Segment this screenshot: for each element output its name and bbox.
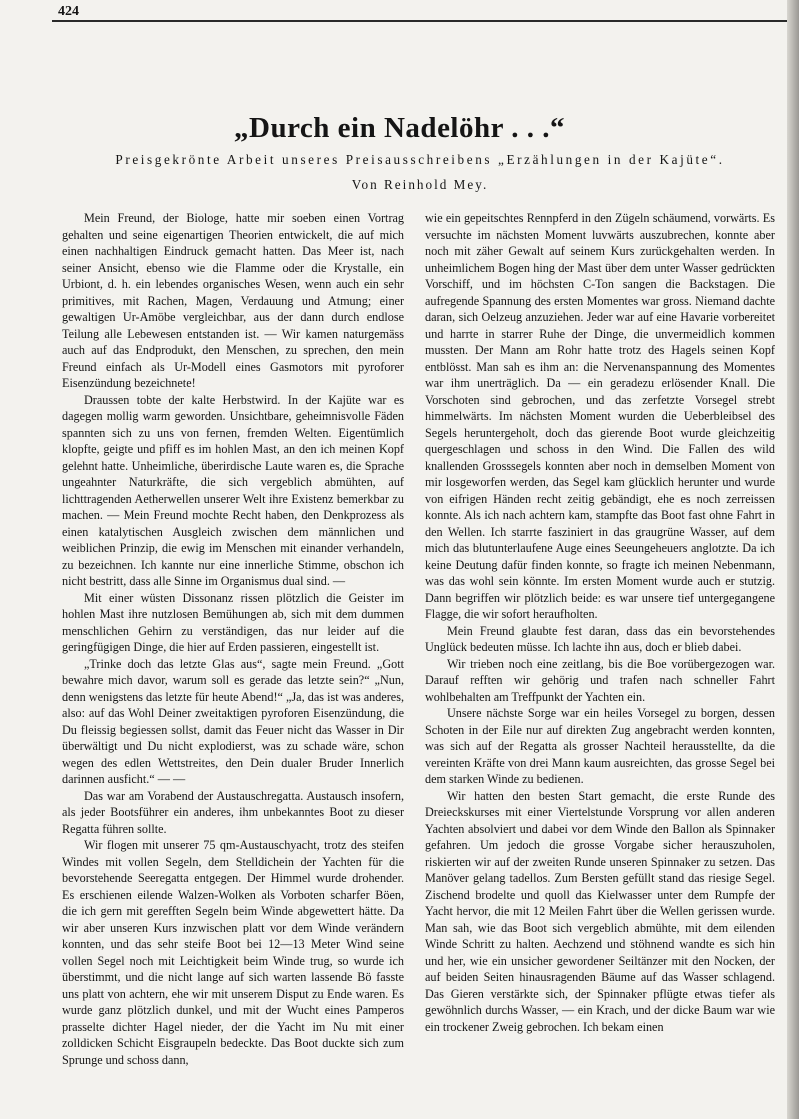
right-column [425, 210, 775, 1040]
page-number: 424 [58, 4, 79, 19]
paragraph: Draussen tobte der kalte Herbstwird. In der Kajüte war es dagegen mollig warm geworden. Unsichtbare, geheimnisvolle Fäden spannten sich zu uns von fernen, fremden Welten. Eigentümlich klopfte, geigte und pfiff es im hohlen Mast, an den ich meinen Kopf gelehnt hatte. Unheimliche, überirdische Laute waren es, die Sprache ungeahnter Naturkräfte, die sich vergeblich abmühten, auf lichttragenden Aetherwellen unserer Welt ihre Existenz bemerkbar zu machen. — Mein Freund mochte Recht haben, den Denkprozess als einen katalytischen Ausgleich zwischen dem männlichen und weiblichen Prinzip, die ewig im Menschen mit einander verhandeln, zu bezeichnen. Ich kannte nur eine innerliche Stimme, obschon ich nicht bestritt, dass alle Sinne im Organismus dual sind. — [62, 392, 404, 588]
page-edge-shadow [787, 0, 799, 1119]
paragraph: wie ein gepeitschtes Rennpferd in den Zügeln schäumend, vorwärts. Es versuchte im nächsten Moment luvwärts auszubrechen, konnte aber noch mit zäher Gewalt auf seinem Kurs zurückgehalten werden. In unheimlichem Bogen hing der Mast über dem unter Wasser gedrückten Vorschiff, und im höchsten C-Ton sangen die Backstagen. Die aufregende Spannung des ersten Momentes war gross. Niemand dachte daran, sich Oelzeug anzuziehen. Jeder war auf eine Havarie vorbereitet und harrte in starrer Ruhe der Dinge, die unvermeidlich kommen mussten. Der Mann am Rohr hatte trotz des Hagels seinen Kopf entblösst. Man sah es ihm an: die Nervenanspannung des Momentes war ihm unerträglich. Da — ein geradezu erlösender Knall. Die Vorschoten sind gebrochen, und das zerfetzte Vorsegel strebt himmelwärts. Im nächsten Moment wurden die Ueberbleibsel des Segels heruntergeholt, doch das gierende Boot wurde gleichzeitig quergeschlagen und schoss in den Wind. Die Fallen des wild knallenden Grosssegels konnten aber noch in demselben Moment von mir losgeworfen werden, das Segel kam glücklich herunter und wurde von eifrigen Händen recht zeitig gebändigt, ehe es noch zerreissen konnte. Als ich nach achtern kam, stampfte das Boot fast ohne Fahrt in den Wellen. Ich starrte fasziniert in das graugrüne Wasser, auf dem mich das blutunterlaufene Auge eines Seeungeheuers anglotzte. Da ich keine Deutung dafür finden konnte, so fragte ich meinen Nebenmann, was das wohl sein könnte. Im ersten Moment wurde auch er stutzig. Dann begriffen wir plötzlich beide: es war unsere tief untergegangene Flagge, die wir sofort heraufholten. [425, 211, 775, 621]
paragraph: Das war am Vorabend der Austauschregatta. Austausch insofern, als jeder Bootsführer ein anderes, ihm unbekanntes Boot zu dieser Regatta führen sollte. [62, 788, 404, 836]
paragraph: Mit einer wüsten Dissonanz rissen plötzlich die Geister im hohlen Mast ihre nutzlosen Bemühungen ab, sich mit dem dummen menschlichen Gehirn zu verständigen, das nur leider auf die geringfügigen Dinge, die hier auf Erden passieren, eingestellt ist. [62, 590, 404, 654]
paragraph: Mein Freund glaubte fest daran, dass das ein bevorstehendes Unglück bedeuten müsse. Ich lachte ihn aus, doch er blieb dabei. [425, 623, 775, 654]
paragraph: Wir hatten den besten Start gemacht, die erste Runde des Dreieckskurses mit einer Viertelstunde Vorsprung vor allen anderen Yachten absolviert und dabei vor dem Winde den Ballon als Spinnaker gefahren. Um jedoch die grosse Vorgabe sicher herauszuholen, riskierten wir auf der zweiten Runde unseren Spinnaker zu setzen. Das Manöver gelang tadellos. Zum Bersten gefüllt stand das riesige Segel. Zischend brodelte und quoll das Kielwasser unter dem Rumpfe der Yacht hervor, die mit 12 Meilen Fahrt über die Wellen gerissen wurde. Man sah, wie das Boot sich vergeblich abmühte, mit dem eilenden Winde Schritt zu halten. Aechzend und stöhnend wandte es sich hin und her, wie ein unsicher gewordener Seiltänzer mit den Nocken, der auf beiden Seiten hinausragenden Bäume auf das Wasser schlagend. Das Gieren verstärkte sich, der Spinnaker pflügte etwas tiefer als gewöhnlich durchs Wasser, — ein Krach, und der dicke Baum war wie ein trockener Zweig gebrochen. Ich bekam einen [425, 788, 775, 1034]
left-column [62, 210, 404, 1068]
paragraph: Wir flogen mit unserer 75 qm-Austauschyacht, trotz des steifen Windes mit vollen Segeln, dem Stelldichein der Yachten für die bevorstehende Seeregatta entgegen. Der Himmel wurde drohender. Es erschienen eilende Walzen-Wolken als Vorboten scharfer Böen, die ich gern mit gerefften Segeln beim Winde abgewettert hätte. Da wir aber unseren Kurs inzwischen platt vor dem Winde verändern konnten, und das sehr steife Boot bei 12—13 Meter Wind seine vollen Segel noch mit Leichtigkeit beim Winde trug, so wurde ich überstimmt, und die nicht lange auf sich warten lassende Bö fasste uns platt von achtern, ehe wir mit unserem Disput zu Ende waren. Es wurde ganz plötzlich dunkel, und mit der Wucht eines Pamperos prasselte dichter Hagel nieder, der die Yacht im Nu mit einer zolldicken Schicht Eisgraupeln bedeckte. Das Boot duckte sich zum Sprunge und schoss dann, [62, 838, 404, 1067]
article-title: „Durch ein Nadelöhr . . .“ [234, 112, 565, 144]
article-subtitle: Preisgekrönte Arbeit unseres Preisausschreibens „Erzählungen in der Kajüte“. [115, 152, 725, 167]
paragraph: Unsere nächste Sorge war ein heiles Vorsegel zu borgen, dessen Schoten in der Eile nur auf direkten Zug angebracht werden konnten, was sich auf der Regatta als grosser Nachteil herausstellte, da die vereinten Kräfte von drei Mann kaum ausreichten, das grosse Segel bei dem starken Winde zu bedienen. [425, 706, 775, 786]
paragraph: Wir trieben noch eine zeitlang, bis die Boe vorübergezogen war. Darauf refften wir gehörig und trafen nach schneller Fahrt wohlbehalten am Treffpunkt der Yachten ein. [425, 656, 775, 704]
header-rule [52, 20, 787, 22]
paragraph: Mein Freund, der Biologe, hatte mir soeben einen Vortrag gehalten und seine eigenartigen Theorien entwickelt, die auf mich einen nachhaltigen Eindruck gemacht hatten. Das Meer ist, nach seiner Ansicht, ebenso wie die Flamme oder die Krystalle, ein Urbiont, d. h. ein lebendes organisches Wesen, wenn auch ein sehr primitives, mit Rachen, Magen, Verdauung und Atmung; einer gewaltigen Ur-Amöbe vergleichbar, aus der dann durch endlose Teilung alle Lebewesen entstanden ist. — Wir kamen naturgemäss auch auf das Endprodukt, den Menschen, zu sprechen, den mein Freund einfach als Ur-Modell eines Gasmotors mit pyroforer Eisenzündung bezeichnete! [62, 211, 404, 390]
article-author: Von Reinhold Mey. [351, 177, 489, 192]
paragraph: „Trinke doch das letzte Glas aus“, sagte mein Freund. „Gott bewahre mich davor, warum soll es gerade das letzte sein?“ „Nun, denn wenigstens das letzte für heute Abend!“ „Ja, das ist was anderes, also: auf das Wohl Deiner zweitaktigen pyroforen Eisenzündung, die Du fleissig begiessen sollst, damit das Feuer nicht das Wasser in Dir überwältigt und Du nicht explodierst, was zu schade wäre, schon wegen des edlen Wettstreites, den Dein dualer Bruder Innerlich darinnen ausficht.“ — — [62, 656, 404, 786]
